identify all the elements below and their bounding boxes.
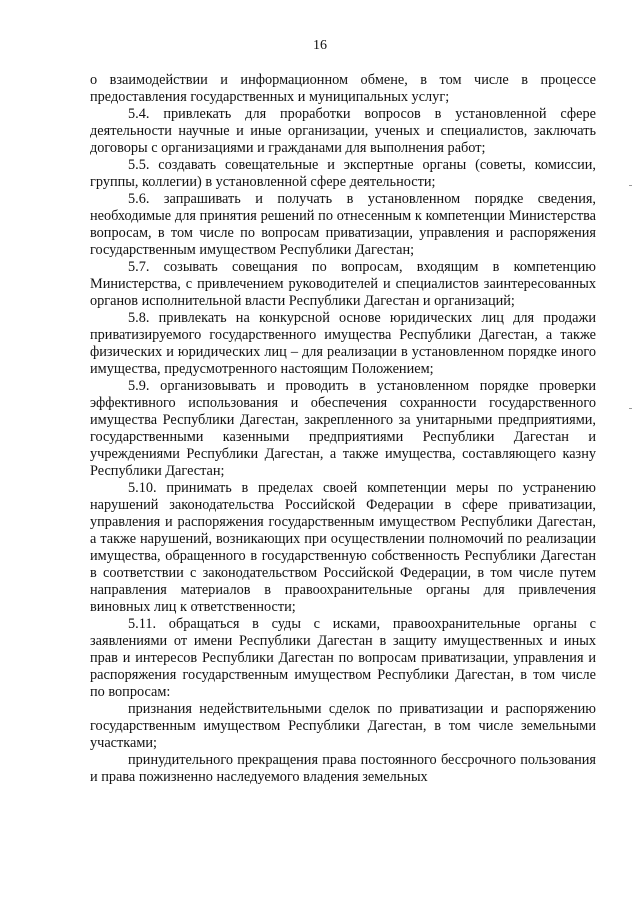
paragraph-5-9: 5.9. организовывать и проводить в установленном порядке проверки эффективного использования и обеспечения сохранности государственного имущества Республики Дагестан, закрепленного за унитарными предприятиями, государственными казенными предприятиями Республики Дагестан и учреждениями Республики Дагестан, а также имущества, составляющего казну Республики Дагестан; [90,378,596,479]
page-number: 16 [313,38,327,53]
paragraph-5-10: 5.10. принимать в пределах своей компетенции меры по устранению нарушений законодательства Российской Федерации в сфере приватизации, управления и распоряжения государственным имуществом Республики Дагестан, а также нарушений, возникающих при осуществлении полномочий по реализации имущества, обращенного в государственную собственность Республики Дагестан в соответствии с законодательством Российской Федерации, в том числе путем направления материалов в правоохранительные органы для привлечения виновных лиц к ответственности; [90,480,596,615]
scan-mark [629,408,632,409]
paragraph-5-4: 5.4. привлекать для проработки вопросов в установленной сфере деятельности научные и иные организации, ученых и специалистов, заключать договоры с организациями и гражданами для выполнения работ; [90,106,596,156]
body-text [90,72,596,786]
scan-mark [629,185,632,186]
paragraph-termination-of-rights: принудительного прекращения права постоянного бессрочного пользования и права пожизненно наследуемого владения земельных [90,752,596,785]
paragraph-5-7: 5.7. созывать совещания по вопросам, входящим в компетенцию Министерства, с привлечением руководителей и специалистов заинтересованных органов исполнительной власти Республики Дагестан и организаций; [90,259,596,309]
paragraph-5-6: 5.6. запрашивать и получать в установленном порядке сведения, необходимые для принятия решений по отнесенным к компетенции Министерства вопросам, в том числе по вопросам приватизации, управления и распоряжения государственным имуществом Республики Дагестан; [90,191,596,258]
paragraph-invalidity-of-deals: признания недействительными сделок по приватизации и распоряжению государственным имуществом Республики Дагестан, в том числе земельными участками; [90,701,596,751]
paragraph-continuation: о взаимодействии и информационном обмене, в том числе в процессе предоставления государственных и муниципальных услуг; [90,72,596,105]
paragraph-5-11: 5.11. обращаться в суды с исками, правоохранительные органы с заявлениями от имени Республики Дагестан в защиту имущественных и иных прав и интересов Республики Дагестан по вопросам приватизации, управления и распоряжения государственным имуществом Республики Дагестан, в том числе по вопросам: [90,616,596,700]
paragraph-5-5: 5.5. создавать совещательные и экспертные органы (советы, комиссии, группы, коллегии) в установленной сфере деятельности; [90,157,596,190]
paragraph-5-8: 5.8. привлекать на конкурсной основе юридических лиц для продажи приватизируемого государственного имущества Республики Дагестан, а также физических и юридических лиц – для реализации в установленном порядке иного имущества, предусмотренного настоящим Положением; [90,310,596,377]
